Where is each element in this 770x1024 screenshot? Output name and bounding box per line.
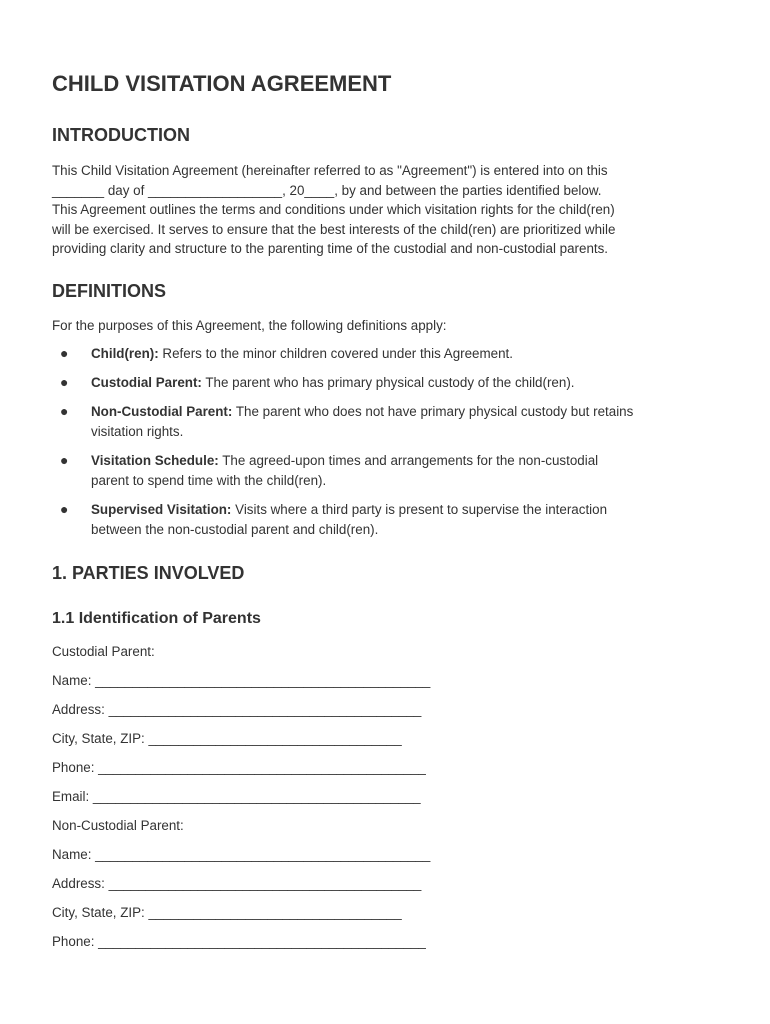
non-custodial-city-state-zip-field[interactable]: City, State, ZIP: __________________________________ [52,905,402,920]
introduction-paragraph [52,161,615,259]
definition-text: Visits where a third party is present to supervise the interaction [235,502,608,517]
non-custodial-phone-field[interactable]: Phone: ____________________________________________ [52,934,426,949]
introduction-line: providing clarity and structure to the parenting time of the custodial and non-custodial parents. [52,241,609,257]
definition-text: The parent who does not have primary physical custody but retains [235,404,634,419]
non-custodial-parent-label: Non-Custodial Parent: [52,818,184,833]
bullet-icon: ● [60,403,69,419]
custodial-phone-field[interactable]: Phone: ____________________________________________ [52,760,426,775]
bullet-icon: ● [60,452,69,468]
definitions-heading: DEFINITIONS [52,281,167,301]
introduction-line: This Agreement outlines the terms and conditions under which visitation rights for the child(ren) [52,202,615,218]
introduction-line: will be exercised. It serves to ensure that the best interests of the child(ren) are prioritized while [52,221,616,237]
bullet-icon: ● [60,374,69,390]
custodial-parent-label: Custodial Parent: [52,644,155,659]
definition-text: The parent who has primary physical custody of the child(ren). [205,375,575,390]
definition-term: Child(ren): [91,346,159,361]
parties-heading: 1. PARTIES INVOLVED [52,563,245,583]
custodial-city-state-zip-field[interactable]: City, State, ZIP: __________________________________ [52,731,402,746]
definitions-intro: For the purposes of this Agreement, the following definitions apply: [52,318,447,333]
non-custodial-name-field[interactable]: Name: _____________________________________________ [52,847,431,862]
document-title: CHILD VISITATION AGREEMENT [52,71,392,96]
introduction-heading: INTRODUCTION [52,125,190,145]
non-custodial-address-field[interactable]: Address: __________________________________________ [52,876,422,891]
definition-term: Visitation Schedule: [91,453,219,468]
definition-term: Non-Custodial Parent: [91,404,233,419]
definition-text: between the non-custodial parent and child(ren). [91,521,379,537]
identification-subheading: 1.1 Identification of Parents [52,610,261,627]
introduction-line: _______ day of __________________, 20____, by and between the parties identified below. [52,182,602,198]
definition-text: parent to spend time with the child(ren). [91,472,327,488]
definition-term: Custodial Parent: [91,375,202,390]
bullet-icon: ● [60,501,69,517]
definition-term: Supervised Visitation: [91,502,232,517]
definition-text: The agreed-upon times and arrangements for the non-custodial [222,453,599,468]
bullet-icon: ● [60,345,69,361]
custodial-email-field[interactable]: Email: ____________________________________________ [52,789,421,804]
custodial-address-field[interactable]: Address: __________________________________________ [52,702,422,717]
definition-text: visitation rights. [91,423,184,439]
custodial-name-field[interactable]: Name: _____________________________________________ [52,673,431,688]
definition-text: Refers to the minor children covered under this Agreement. [162,346,513,361]
introduction-line: This Child Visitation Agreement (hereinafter referred to as "Agreement") is entered into on this [52,163,608,178]
